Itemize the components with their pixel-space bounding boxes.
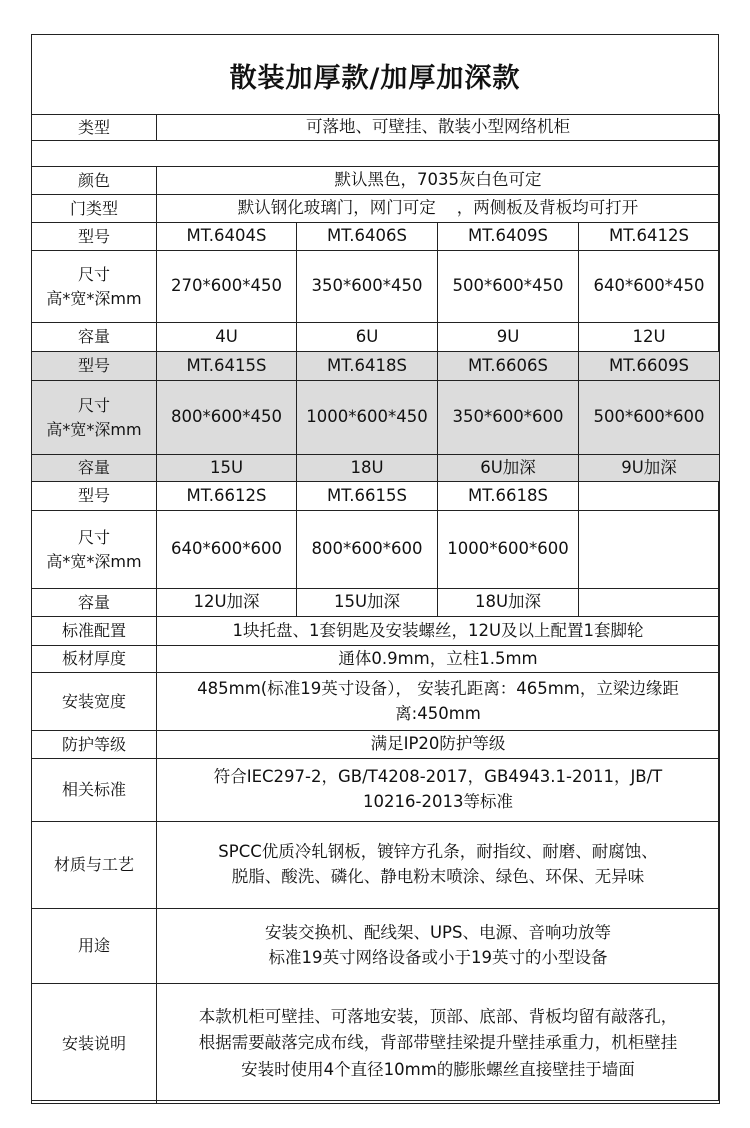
row-label-type: 类型 (32, 115, 157, 141)
row-label-capacity: 容量 (32, 323, 157, 352)
row-label-capacity: 容量 (32, 455, 157, 482)
text-line: 485mm(标准19英寸设备）， 安装孔距离：465mm，立梁边缘距 (197, 678, 679, 698)
model-cell: MT.6612S (157, 482, 297, 511)
type-value: 可落地、可壁挂、散装小型网络机柜 (157, 115, 720, 141)
capacity-cell: 9U (438, 323, 579, 352)
text-line: 符合IEC297-2，GB/T4208-2017，GB4943.1-2011，JB/T (213, 767, 663, 787)
table-row-blank (32, 141, 720, 167)
table-row (32, 251, 720, 323)
install-notes-value (157, 984, 720, 1104)
table-row (32, 352, 720, 381)
capacity-cell: 6U (297, 323, 438, 352)
text-line: 本款机柜可壁挂、可落地安装，顶部、底部、背板均留有敲落孔， (198, 1006, 678, 1026)
row-label-standards: 相关标准 (32, 759, 157, 822)
size-cell: 500*600*450 (438, 251, 579, 323)
model-cell: MT.6606S (438, 352, 579, 381)
table-row (32, 381, 720, 455)
size-cell-empty (579, 511, 720, 589)
table-row (32, 167, 720, 195)
table-row (32, 759, 720, 822)
row-label-color: 颜色 (32, 167, 157, 195)
table-row (32, 822, 720, 909)
row-label-size (32, 381, 157, 455)
text-line: SPCC优质冷轧钢板，镀锌方孔条，耐指纹、耐磨、耐腐蚀、 (218, 842, 658, 862)
size-label-line: 高*宽*深mm (46, 551, 142, 571)
capacity-cell: 18U (297, 455, 438, 482)
model-cell: MT.6406S (297, 223, 438, 251)
capacity-cell: 6U加深 (438, 455, 579, 482)
table-row (32, 115, 720, 141)
text-line: 脱脂、酸洗、磷化、静电粉末喷涂、绿色、环保、无异味 (231, 867, 645, 886)
capacity-cell-empty (579, 589, 720, 617)
size-cell: 270*600*450 (157, 251, 297, 323)
blank-row (32, 141, 720, 167)
usage-value (157, 909, 720, 984)
table-row (32, 223, 720, 251)
row-label-model: 型号 (32, 482, 157, 511)
size-cell: 500*600*600 (579, 381, 720, 455)
standards-value (157, 759, 720, 822)
protection-value: 满足IP20防护等级 (157, 731, 720, 759)
row-label-capacity: 容量 (32, 589, 157, 617)
text-line: 安装时使用4个直径10mm的膨胀螺丝直接壁挂于墙面 (241, 1059, 635, 1079)
size-label-line: 高*宽*深mm (46, 419, 142, 439)
table-row (32, 455, 720, 482)
material-value (157, 822, 720, 909)
table-row (32, 482, 720, 511)
row-label-model: 型号 (32, 352, 157, 381)
table-row (32, 323, 720, 352)
table-row (32, 195, 720, 223)
size-cell: 640*600*600 (157, 511, 297, 589)
row-label-thickness: 板材厚度 (32, 646, 157, 673)
size-cell: 640*600*450 (579, 251, 720, 323)
capacity-cell: 15U (157, 455, 297, 482)
sheet-title: 散装加厚款/加厚加深款 (229, 62, 521, 94)
color-value: 默认黑色，7035灰白色可定 (157, 167, 720, 195)
row-label-usage: 用途 (32, 909, 157, 984)
install-width-value (157, 673, 720, 731)
model-cell: MT.6609S (579, 352, 720, 381)
standard-config-value: 1块托盘、1套钥匙及安装螺丝，12U及以上配置1套脚轮 (157, 617, 720, 646)
size-label-line: 尺寸 (77, 395, 110, 415)
capacity-cell: 4U (157, 323, 297, 352)
table-row (32, 589, 720, 617)
model-cell: MT.6618S (438, 482, 579, 511)
model-cell: MT.6615S (297, 482, 438, 511)
model-cell: MT.6418S (297, 352, 438, 381)
model-cell: MT.6415S (157, 352, 297, 381)
door-value: 默认钢化玻璃门，网门可定 ，两侧板及背板均可打开 (157, 195, 720, 223)
model-cell: MT.6412S (579, 223, 720, 251)
table-row (32, 731, 720, 759)
table-row (32, 984, 720, 1104)
table-row (32, 909, 720, 984)
model-cell: MT.6409S (438, 223, 579, 251)
text-line: 安装交换机、配线架、UPS、电源、音响功放等 (264, 923, 611, 943)
row-label-install-width: 安装宽度 (32, 673, 157, 731)
text-line: 离:450mm (395, 703, 481, 723)
table-row (32, 673, 720, 731)
row-label-standard-config: 标准配置 (32, 617, 157, 646)
size-cell: 1000*600*450 (297, 381, 438, 455)
text-line: 标准19英寸网络设备或小于19英寸的小型设备 (268, 948, 608, 967)
size-cell: 1000*600*600 (438, 511, 579, 589)
table-row (32, 646, 720, 673)
row-label-model: 型号 (32, 223, 157, 251)
size-cell: 800*600*450 (157, 381, 297, 455)
thickness-value: 通体0.9mm，立柱1.5mm (157, 646, 720, 673)
capacity-cell: 12U加深 (157, 589, 297, 617)
row-label-install-notes: 安装说明 (32, 984, 157, 1104)
row-label-protection: 防护等级 (32, 731, 157, 759)
capacity-cell: 9U加深 (579, 455, 720, 482)
text-line: 10216-2013等标准 (363, 792, 513, 811)
model-cell: MT.6404S (157, 223, 297, 251)
row-label-size (32, 251, 157, 323)
spec-table (31, 114, 720, 1104)
size-cell: 350*600*450 (297, 251, 438, 323)
capacity-cell: 15U加深 (297, 589, 438, 617)
capacity-cell: 12U (579, 323, 720, 352)
model-cell-empty (579, 482, 720, 511)
spec-sheet (31, 34, 719, 1101)
size-label-line: 尺寸 (77, 264, 110, 284)
table-row (32, 511, 720, 589)
size-cell: 800*600*600 (297, 511, 438, 589)
row-label-material: 材质与工艺 (32, 822, 157, 909)
row-label-door: 门类型 (32, 195, 157, 223)
size-label-line: 高*宽*深mm (46, 288, 142, 308)
capacity-cell: 18U加深 (438, 589, 579, 617)
table-row (32, 617, 720, 646)
size-cell: 350*600*600 (438, 381, 579, 455)
row-label-size (32, 511, 157, 589)
text-line: 根据需要敲落完成布线，背部带壁挂梁提升壁挂承重力，机柜壁挂 (198, 1033, 678, 1053)
size-label-line: 尺寸 (77, 527, 110, 547)
